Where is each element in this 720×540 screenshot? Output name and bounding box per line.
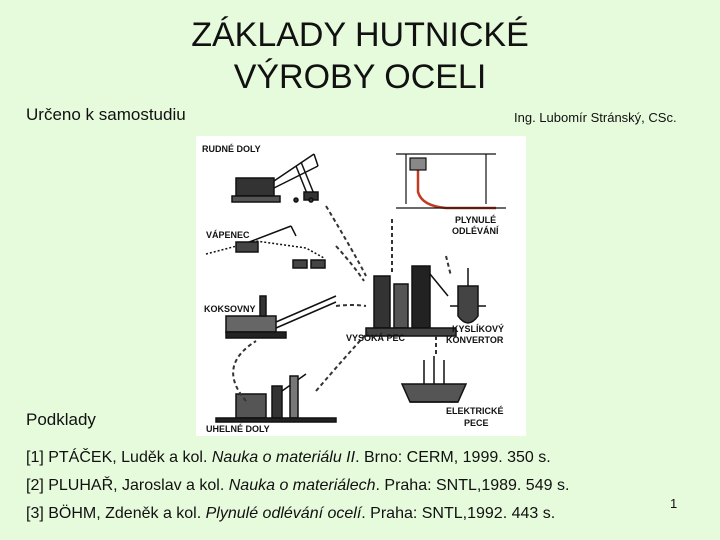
page-number: 1 <box>670 496 678 511</box>
reference-title: Nauka o materiálu II <box>211 449 356 466</box>
title-line-2: VÝROBY OCELI <box>233 58 487 96</box>
steelmaking-illustration <box>196 136 526 436</box>
reference-title: Nauka o materiálech <box>228 477 376 494</box>
reference-publisher: . Praha: SNTL,1992. 443 s. <box>361 505 556 522</box>
label-koksovny: KOKSOVNY <box>204 304 256 314</box>
label-kyslikovy-line-2: KONVERTOR <box>446 335 504 345</box>
sources-heading: Podklady <box>26 410 96 429</box>
reference-title: Plynulé odlévání ocelí <box>205 505 362 522</box>
slide-title <box>0 14 720 98</box>
reference-item <box>26 500 666 528</box>
subtitle: Určeno k samostudiu <box>26 105 186 124</box>
reference-publisher: . Praha: SNTL,1989. 549 s. <box>375 477 570 494</box>
reference-item <box>26 444 666 472</box>
reference-list <box>26 444 666 528</box>
reference-publisher: . Brno: CERM, 1999. 350 s. <box>355 449 551 466</box>
label-vapenec: VÁPENEC <box>206 230 250 240</box>
label-elektricke-line-1: ELEKTRICKÉ <box>446 406 504 416</box>
reference-authors: [3] BÖHM, Zdeněk a kol. <box>26 505 206 522</box>
title-line-1: ZÁKLADY HUTNICKÉ <box>191 16 529 54</box>
label-vysoka-pec: VYSOKÁ PEC <box>346 333 406 343</box>
label-rudne-doly: RUDNÉ DOLY <box>202 144 261 154</box>
label-elektricke-line-2: PECE <box>464 418 489 428</box>
label-kyslikovy-line-1: KYSLÍKOVÝ <box>452 324 505 334</box>
label-plynule-line-1: PLYNULÉ <box>455 215 497 225</box>
reference-item <box>26 472 666 500</box>
reference-authors: [1] PTÁČEK, Luděk a kol. <box>26 449 212 466</box>
label-uhelne-doly: UHELNÉ DOLY <box>206 424 270 434</box>
steelmaking-diagram <box>196 136 526 436</box>
label-plynule-line-2: ODLÉVÁNÍ <box>452 226 499 236</box>
author: Ing. Lubomír Stránský, CSc. <box>514 110 677 125</box>
reference-authors: [2] PLUHAŘ, Jaroslav a kol. <box>26 477 229 494</box>
